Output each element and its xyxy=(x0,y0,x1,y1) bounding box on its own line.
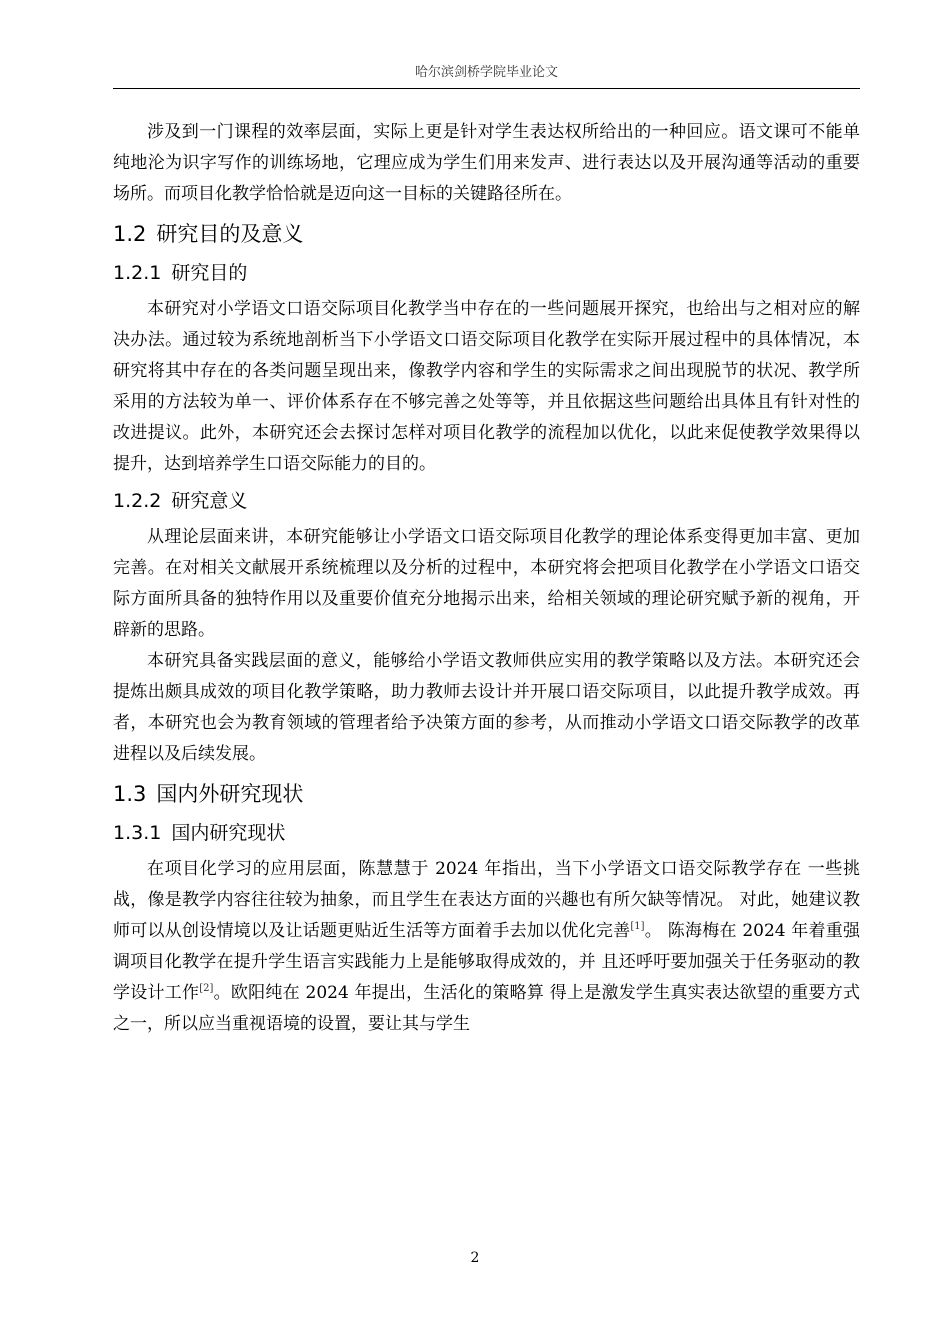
subsection-number: 1.2.2 xyxy=(113,490,162,512)
subsection-title: 研究目的 xyxy=(171,262,248,284)
document-body xyxy=(113,117,860,1040)
section-title: 研究目的及意义 xyxy=(156,222,304,246)
paragraph-theoretical-significance: 从理论层面来讲，本研究能够让小学语文口语交际项目化教学的理论体系变得更加丰富、更加完善。在对相关文献展开系统梳理以及分析的过程中，本研究将会把项目化教学在小学语文口语交际方面所具备的独特作用以及重要价值充分地揭示出来，给相关领域的理论研究赋予新的视角，开辟新的思路。 xyxy=(113,527,860,640)
subsection-heading-1-2-2 xyxy=(113,484,860,518)
section-heading-1-3 xyxy=(113,776,860,812)
subsection-title: 研究意义 xyxy=(171,490,248,512)
section-number: 1.2 xyxy=(113,222,147,246)
subsection-title: 国内研究现状 xyxy=(171,822,286,844)
paragraph-intro: 涉及到一门课程的效率层面，实际上更是针对学生表达权所给出的一种回应。语文课可不能单纯地沦为识字写作的训练场地，它理应成为学生们用来发声、进行表达以及开展沟通等活动的重要场所。而项目化教学恰恰就是迈向这一目标的关键路径所在。 xyxy=(113,122,860,204)
paragraph-text: 。 陈海梅在 2024 年着重强调项目化教学在提升学生语言实践能力上是能够取得成效的，并 且还呼吁要加强关于任务驱动的教学设计工作 xyxy=(113,921,860,1003)
citation-2: [2] xyxy=(199,983,214,994)
header-divider xyxy=(113,88,860,89)
page-number: 2 xyxy=(470,1250,480,1266)
subsection-number: 1.3.1 xyxy=(113,822,162,844)
paragraph-domestic-research xyxy=(113,854,860,1040)
citation-1: [1] xyxy=(630,921,645,932)
subsection-heading-1-3-1 xyxy=(113,816,860,850)
page-header: 哈尔滨剑桥学院毕业论文 xyxy=(414,65,558,80)
paragraph-research-purpose: 本研究对小学语文口语交际项目化教学当中存在的一些问题展开探究，也给出与之相对应的解决办法。通过较为系统地剖析当下小学语文口语交际项目化教学在实际开展过程中的具体情况，本研究将其中存在的各类问题呈现出来，像教学内容和学生的实际需求之间出现脱节的状况、教学所采用的方法较为单一、评价体系存在不够完善之处等等，并且依据这些问题给出具体且有针对性的改进提议。此外，本研究还会去探讨怎样对项目化教学的流程加以优化，以此来促使教学效果得以提升，达到培养学生口语交际能力的目的。 xyxy=(113,299,860,474)
subsection-number: 1.2.1 xyxy=(113,262,162,284)
section-heading-1-2 xyxy=(113,216,860,252)
paragraph-text: 。欧阳纯在 2024 年提出，生活化的策略算 得上是激发学生真实表达欲望的重要方式之一，所以应当重视语境的设置，要让其与学生 xyxy=(113,983,860,1034)
section-number: 1.3 xyxy=(113,782,147,806)
paragraph-text: 在项目化学习的应用层面，陈慧慧于 2024 年指出，当下小学语文口语交际教学存在 一些挑战，像是教学内容往往较为抽象，而且学生在表达方面的兴趣也有所欠缺等情况。 对此，她建议教师可以从创设情境以及让话题更贴近生活等方面着手去加以优化完善 xyxy=(113,859,860,941)
section-title: 国内外研究现状 xyxy=(156,782,304,806)
subsection-heading-1-2-1 xyxy=(113,256,860,290)
paragraph-practical-significance: 本研究具备实践层面的意义，能够给小学语文教师供应实用的教学策略以及方法。本研究还会提炼出颇具成效的项目化教学策略，助力教师去设计并开展口语交际项目，以此提升教学成效。再者，本研究也会为教育领域的管理者给予决策方面的参考，从而推动小学语文口语交际教学的改革进程以及后续发展。 xyxy=(113,651,860,764)
